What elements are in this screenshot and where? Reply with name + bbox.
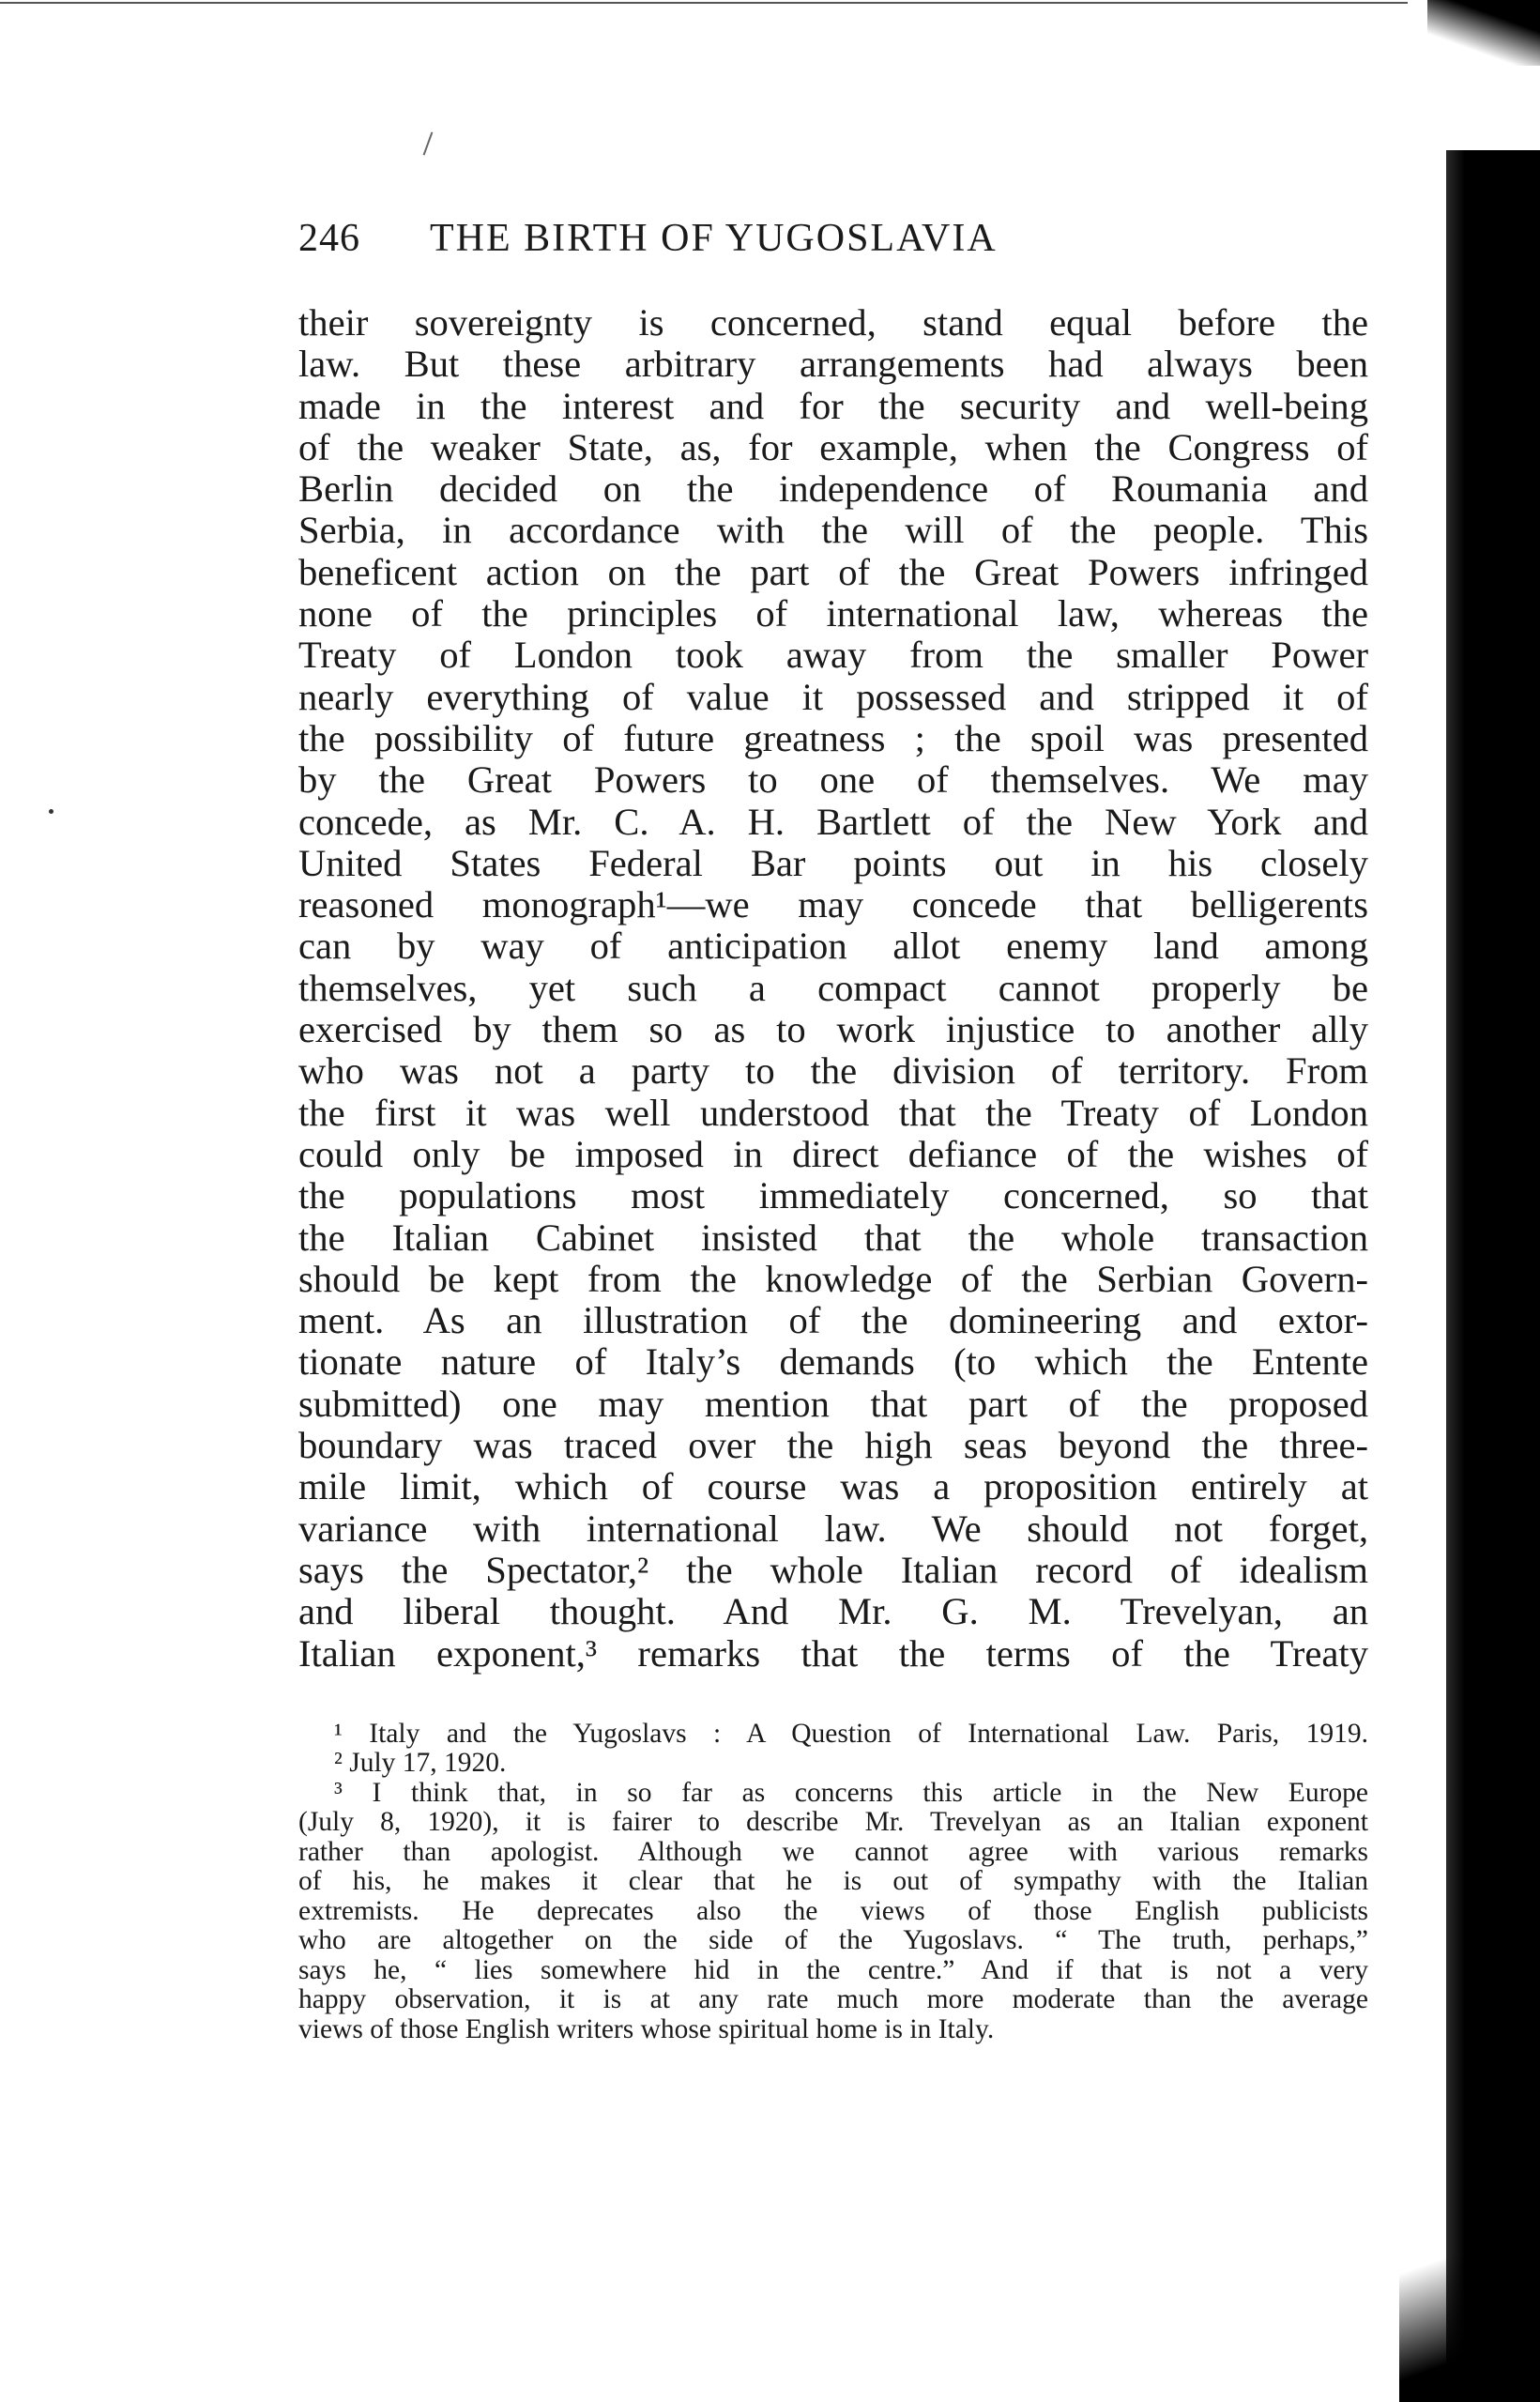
body-line: could only be imposed in direct defiance of the wishes of	[298, 1133, 1368, 1175]
body-line: variance with international law. We should not forget,	[298, 1507, 1368, 1550]
scan-top-rule	[0, 2, 1408, 4]
body-line: reasoned monograph¹—we may concede that belligerents	[298, 884, 1368, 926]
body-line: none of the principles of international law, whereas the	[298, 593, 1368, 635]
body-line: who was not a party to the division of territory. From	[298, 1050, 1368, 1093]
body-line: the possibility of future greatness ; the spoil was presented	[298, 717, 1368, 759]
scan-edge-top	[1427, 0, 1540, 66]
footnote-line: rather than apologist. Although we cannot agree with various remarks	[298, 1837, 1368, 1867]
footnote-line: views of those English writers whose spiritual home is in Italy.	[298, 2014, 995, 2044]
body-line: of the weaker State, as, for example, when the Congress of	[298, 426, 1368, 468]
body-line: United States Federal Bar points out in his closely	[298, 842, 1368, 884]
footnote-line: of his, he makes it clear that he is out of sympathy with the Italian	[298, 1867, 1368, 1897]
body-line: exercised by them so as to work injustice to another ally	[298, 1009, 1368, 1051]
scan-page-edge-shadow	[1446, 150, 1540, 2402]
body-line: their sovereignty is concerned, stand equal before the	[298, 302, 1368, 344]
body-line: says the Spectator,² the whole Italian record of idealism	[298, 1549, 1368, 1591]
body-line: Treaty of London took away from the smaller Power	[298, 635, 1368, 677]
body-line: Serbia, in accordance with the will of the people. This	[298, 510, 1368, 552]
body-line: nearly everything of value it possessed and stripped it of	[298, 676, 1368, 718]
body-line: and liberal thought. And Mr. G. M. Trevelyan, an	[298, 1591, 1368, 1633]
body-line: the first it was well understood that the Treaty of London	[298, 1092, 1368, 1134]
body-line: law. But these arbitrary arrangements had always been	[298, 344, 1368, 386]
footnote-line: ¹ Italy and the Yugoslavs : A Question of International Law. Paris, 1919.	[334, 1719, 1368, 1749]
body-line: tionate nature of Italy’s demands (to which the Entente	[298, 1341, 1368, 1384]
scan-pencil-mark	[423, 131, 434, 155]
body-line: beneficent action on the part of the Great Powers infringed	[298, 551, 1368, 593]
book-page	[298, 216, 1368, 2044]
page-number: 246	[298, 217, 360, 260]
running-head	[298, 216, 1368, 282]
body-line: can by way of anticipation allot enemy land among	[298, 926, 1368, 968]
body-line: ment. As an illustration of the domineering and extor-	[298, 1300, 1368, 1342]
page-title: THE BIRTH OF YUGOSLAVIA	[430, 217, 998, 260]
footnotes	[298, 1720, 1368, 2045]
body-line: Berlin decided on the independence of Roumania and	[298, 468, 1368, 511]
body-line: by the Great Powers to one of themselves. We may	[298, 759, 1368, 802]
body-line: Italian exponent,³ remarks that the terms of the Treaty	[298, 1632, 1368, 1675]
body-line: concede, as Mr. C. A. H. Bartlett of the New York and	[298, 801, 1368, 843]
body-text	[298, 302, 1368, 1675]
scan-dot-mark	[49, 809, 53, 814]
body-line: made in the interest and for the security and well-being	[298, 385, 1368, 427]
footnote-line: (July 8, 1920), it is fairer to describe Mr. Trevelyan as an Italian exponent	[298, 1808, 1368, 1838]
footnote-line: ³ I think that, in so far as concerns this article in the New Europe	[334, 1778, 1368, 1808]
body-line: submitted) one may mention that part of the proposed	[298, 1383, 1368, 1425]
body-line: mile limit, which of course was a proposition entirely at	[298, 1466, 1368, 1508]
footnote-line: who are altogether on the side of the Yugoslavs. “ The truth, perhaps,”	[298, 1926, 1368, 1956]
scan-edge-bottom	[1399, 2214, 1540, 2402]
footnote-line: says he, “ lies somewhere hid in the centre.” And if that is not a very	[298, 1955, 1368, 1985]
body-line: boundary was traced over the high seas beyond the three-	[298, 1425, 1368, 1467]
body-line: the populations most immediately concerned, so that	[298, 1175, 1368, 1217]
body-line: the Italian Cabinet insisted that the whole transaction	[298, 1216, 1368, 1259]
body-line: themselves, yet such a compact cannot properly be	[298, 967, 1368, 1009]
footnote-line: extremists. He deprecates also the views of those English publicists	[298, 1896, 1368, 1926]
body-line: should be kept from the knowledge of the Serbian Govern-	[298, 1258, 1368, 1300]
footnote-line: ² July 17, 1920.	[334, 1749, 507, 1779]
footnote-line: happy observation, it is at any rate much more moderate than the average	[298, 1985, 1368, 2015]
